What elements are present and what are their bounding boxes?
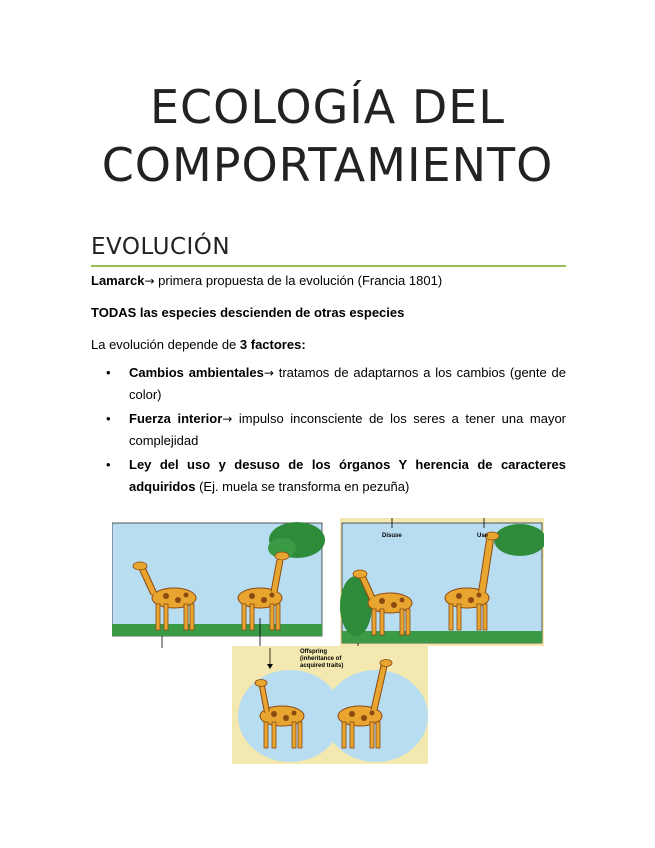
factors-intro-text: La evolución depende de [91,337,240,352]
factor-title: Fuerza interior [129,411,223,426]
section-heading: EVOLUCIÓN [91,234,231,260]
heading-divider [91,265,566,267]
factor-text: tratamos de adaptarnos a los cambios (gente de color) [129,365,567,402]
list-item [91,408,566,452]
lamarck-label: Lamarck [91,273,145,288]
bullet-icon: • [106,457,111,472]
arrow-icon: → [222,412,233,426]
lamarck-text: primera propuesta de la evolución (Francia 1801) [154,273,443,288]
arrow-icon: → [144,274,155,288]
factors-intro-bold: 3 factores: [239,337,306,352]
panel-offspring [232,646,428,764]
paragraph-species: TODAS las especies descienden de otras especies [91,305,405,320]
bullet-icon: • [106,411,111,426]
factor-text: impulso inconsciente de los seres a tener una mayor complejidad [129,411,566,448]
panel-after [340,518,544,668]
paragraph-lamarck [91,272,442,290]
label-offspring-2: (inheritance of [300,656,342,662]
label-offspring-1: Offspring [300,649,327,655]
label-offspring-3: acquired traits) [300,663,344,669]
panel-before [112,522,325,648]
factors-list [91,362,566,500]
label-use: Use [477,533,489,539]
bullet-icon: • [106,365,111,380]
title-line-1: ECOLOGÍA DEL [149,80,505,134]
factor-text: (Ej. muela se transforma en pezuña) [195,479,410,494]
factor-title: Cambios ambientales [129,365,264,380]
page-title [0,78,655,194]
giraffe-evolution-figure [112,518,544,768]
paragraph-factors-intro [91,336,306,354]
list-item [91,454,566,498]
list-item [91,362,566,406]
factor-title: Ley del uso y desuso de los órganos Y herencia de caracteres adquiridos [129,457,566,494]
label-disuse: Disuse [382,533,402,539]
arrow-icon: → [263,366,274,380]
title-line-2: COMPORTAMIENTO [101,138,554,192]
